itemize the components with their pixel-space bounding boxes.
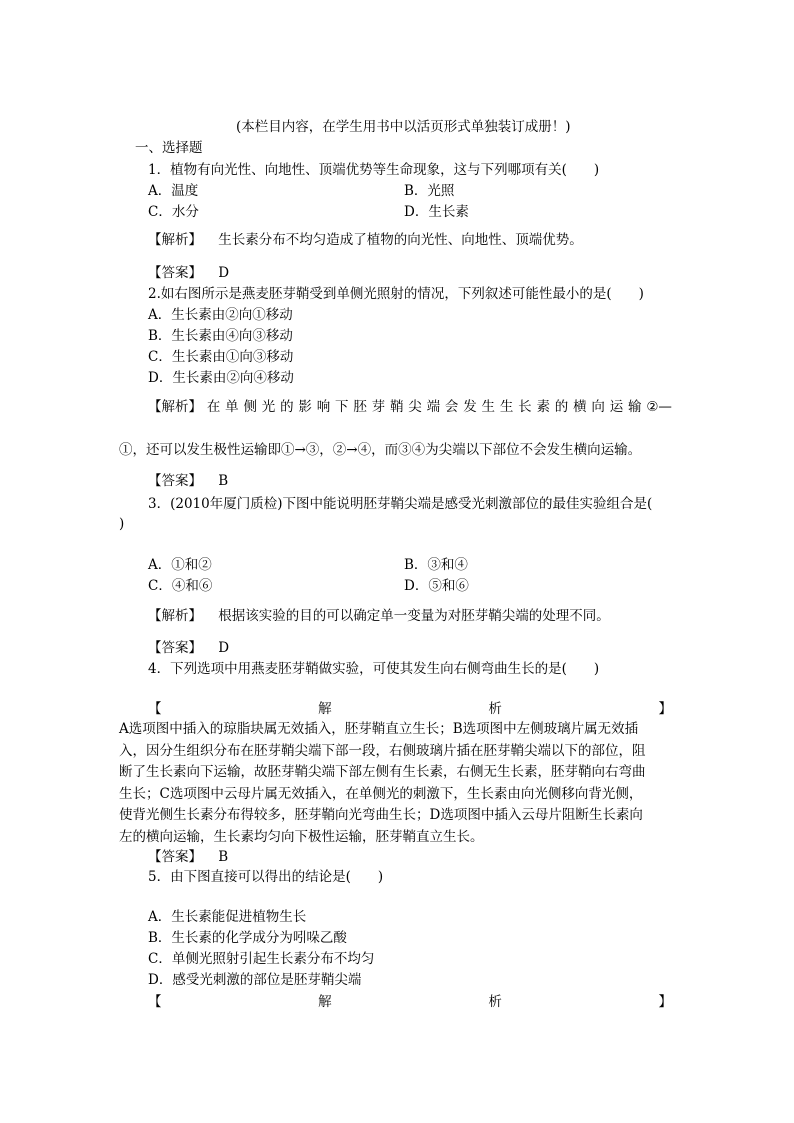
explain-char: 响 [316,399,331,415]
explain-label: 【解析】 [148,608,202,624]
explain-char: 横 [573,399,587,415]
explain-label: 【解析】 [148,399,202,415]
q3-stem: 3．(2010年厦门质检)下图中能说明胚芽鞘尖端是感受光刺激部位的最佳实验组合是( [148,496,653,512]
q1-option-b: B．光照 [404,183,455,199]
explain-char: 析 [488,994,502,1010]
explain-line: 使背光侧生长素分布得较多，胚芽鞘向光弯曲生长；D选项图中插入云母片阻断生长素向 [119,807,643,823]
q3-option-b: B．③和④ [404,557,468,573]
q1-stem: 1．植物有向光性、向地性、顶端优势等生命现象，这与下列哪项有关( ) [148,162,600,178]
bracket-open: 【 [148,701,162,717]
explain-char: 解 [318,701,332,717]
q3-option-a: A．①和② [148,557,212,573]
bracket-close: 】 [658,701,672,717]
q3-explanation [148,607,610,625]
q2-answer [148,472,228,490]
explain-char: 下 [335,399,349,415]
explain-char: 生 [499,399,514,415]
q4-explanation-header [148,700,672,718]
header-note: (本栏目内容，在学生用书中以活页形式单独装订成册！) [236,119,571,135]
q4-stem: 4．下列选项中用燕麦胚芽鞘做实验，可使其发生向右侧弯曲生长的是( ) [148,661,600,677]
explain-char: 端 [426,399,441,415]
explain-line: 生长；C选项图中云母片属无效插入，在单侧光的刺激下，生长素由向光侧移向背光侧， [119,785,643,802]
bracket-close: 】 [658,994,672,1010]
q1-option-a: A．温度 [148,183,199,199]
q2-option-d: D．生长素由②向④移动 [148,370,294,386]
q3-stem-end: ) [119,516,125,532]
answer-label: 【答案】 [148,473,202,489]
explain-char: 输 [628,399,642,415]
explain-char: 生 [481,399,495,415]
q2-explanation-line2: ①，还可以发生极性运输即①→③，②→④，而③④为尖端以下部位不会发生横向运输。 [119,442,642,458]
q5-option-c: C．单侧光照射引起生长素分布不均匀 [148,951,375,967]
q4-answer [148,848,228,866]
answer-label: 【答案】 [148,640,202,656]
answer-label: 【答案】 [148,265,202,281]
explain-line: A选项图中插入的琼脂块属无效插入，胚芽鞘直立生长；B选项图中左侧玻璃片属无效插 [119,721,639,737]
q5-stem: 5．由下图直接可以得出的结论是( ) [148,869,384,885]
explain-char: 在 [206,399,221,415]
q3-answer [148,639,229,657]
q1-answer [148,264,229,282]
explain-label: 【解析】 [148,232,202,248]
explain-line: 入，因分生组织分布在胚芽鞘尖端下部一段，右侧玻璃片插在胚芽鞘尖端以下的部位，阻 [119,742,646,759]
q2-option-a: A．生长素由②向①移动 [148,307,293,323]
explain-char: 胚 [353,399,367,415]
q2-option-b: B．生长素由④向③移动 [148,328,293,344]
explain-line: 左的横向运输，生长素均匀向下极性运输，胚芽鞘直立生长。 [119,828,484,845]
explain-char: 长 [518,399,532,415]
answer-value: B [218,473,229,489]
answer-value: D [218,640,230,656]
explain-char: 尖 [408,399,422,415]
q2-option-c: C．生长素由①向③移动 [148,349,294,365]
q5-option-b: B．生长素的化学成分为吲哚乙酸 [148,930,347,946]
q5-option-a: A．生长素能促进植物生长 [148,909,307,925]
q2-stem: 2.如右图所示是燕麦胚芽鞘受到单侧光照射的情况，下列叙述可能性最小的是( ) [148,286,644,302]
q2-explanation-line1 [148,398,672,416]
q4-explanation-body [119,719,672,848]
answer-label: 【答案】 [148,849,202,865]
explain-char: 解 [318,994,332,1010]
answer-value: B [218,849,229,865]
explain-char: 单 [225,399,239,415]
explain-char: 芽 [371,399,386,415]
q1-explanation [148,231,583,249]
explain-text: 根据该实验的目的可以确定单一变量为对胚芽鞘尖端的处理不同。 [218,608,610,624]
explain-char: 素 [536,399,550,415]
bracket-open: 【 [148,994,162,1010]
explain-char: 析 [488,701,502,717]
q3-option-c: C．④和⑥ [148,578,213,594]
explain-char: 影 [298,399,312,415]
explain-char: 发 [463,399,477,415]
explain-char: 向 [591,399,605,415]
explain-char: 侧 [243,399,257,415]
explain-line: 断了生长素向下运输，故胚芽鞘尖端下部左侧有生长素，右侧无生长素，胚芽鞘向右弯曲 [119,764,646,780]
explain-char: ②— [646,399,672,415]
q5-explanation-header [148,993,672,1011]
explain-char: 光 [261,399,276,415]
q1-option-c: C．水分 [148,204,199,220]
explain-text: 生长素分布不均匀造成了植物的向光性、向地性、顶端优势。 [218,232,583,248]
explain-char: 鞘 [389,399,404,415]
explain-char: 会 [444,399,459,415]
q1-option-d: D．生长素 [404,204,469,220]
explain-char: 的 [554,399,569,415]
explain-char: 运 [609,399,624,415]
q3-option-d: D．⑤和⑥ [404,578,469,594]
section-title: 一、选择题 [135,140,203,156]
answer-value: D [218,265,230,281]
q5-option-d: D．感受光刺激的部位是胚芽鞘尖端 [148,972,362,988]
explain-char: 的 [280,399,294,415]
